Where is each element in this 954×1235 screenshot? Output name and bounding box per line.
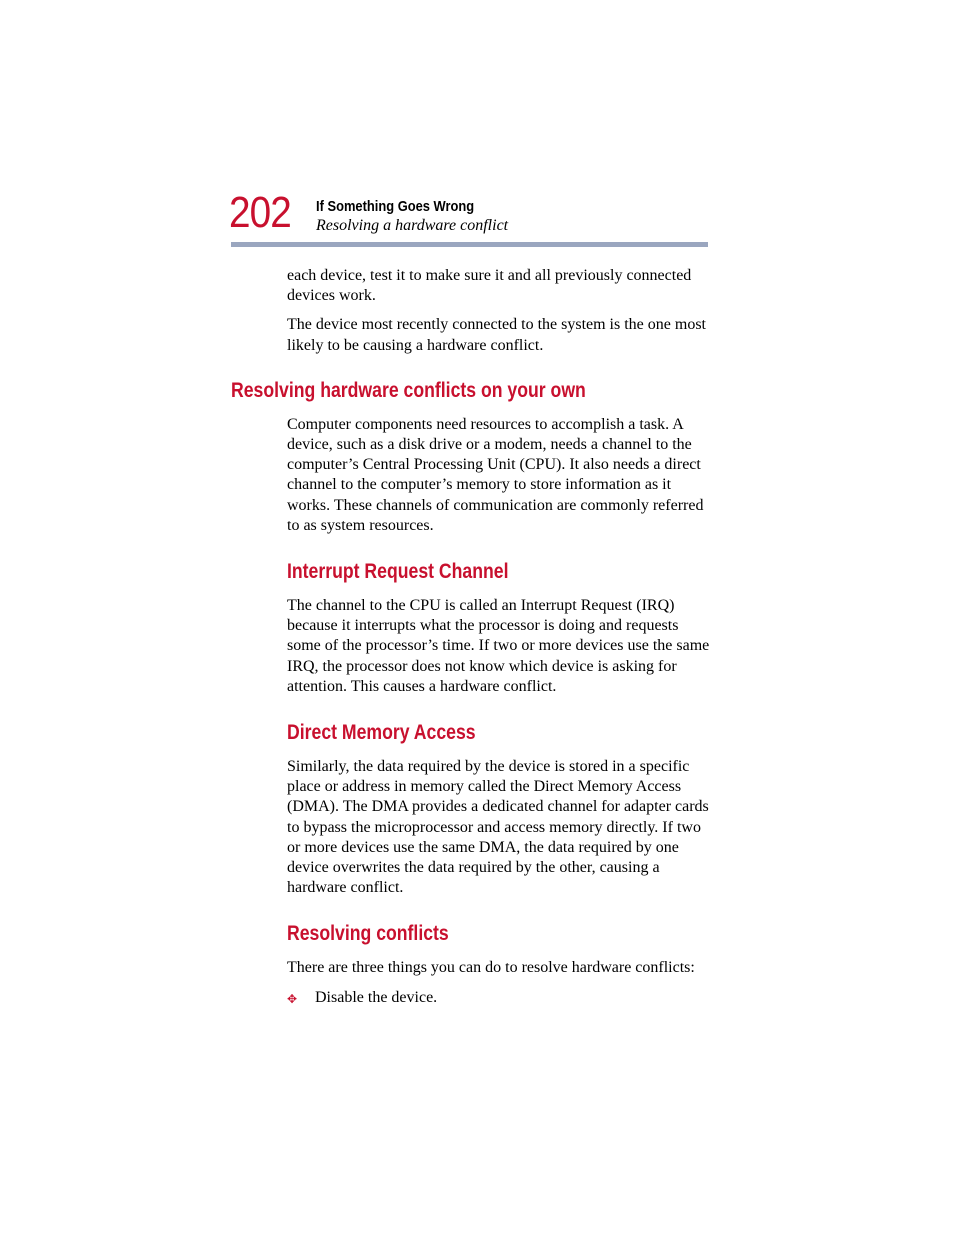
section-subtitle: Resolving a hardware conflict [316,217,509,234]
list-item [287,988,711,1008]
heading-resolving-on-your-own: Resolving hardware conflicts on your own [231,378,586,402]
heading-interrupt-request-channel: Interrupt Request Channel [287,560,509,584]
diamond-bullet-icon: ✥ [287,991,298,1006]
page-number: 202 [229,188,291,237]
paragraph-irq: The channel to the CPU is called an Interrupt Request (IRQ) because it interrupts what the processor is doing and requests some of the processor’s time. If two or more devices use the same IRQ, the processor does not know which device is asking for attention. This causes a hardware conflict. [287,597,710,695]
paragraph-system-resources: Computer components need resources to accomplish a task. A device, such as a disk drive or a modem, needs a channel to the computer’s Central Processing Unit (CPU). It also needs a direct channel to the computer’s memory to store information as it works. These channels of communication are commonly referred to as system resources. [287,415,704,534]
heading-resolving-conflicts: Resolving conflicts [287,922,449,946]
intro-paragraph-1: each device, test it to make sure it and all previously connected devices work. [287,267,692,305]
header-rule [231,242,708,247]
chapter-title: If Something Goes Wrong [316,198,475,215]
bullet-list [287,988,711,1008]
intro-paragraph-2: The device most recently connected to the system is the one most likely to be causing a hardware conflict. [287,316,706,354]
list-item-text: Disable the device. [315,988,438,1006]
paragraph-dma: Similarly, the data required by the device is stored in a specific place or address in memory called the Direct Memory Access (DMA). The DMA provides a dedicated channel for adapter cards to bypass the microprocessor and access memory directly. If two or more devices use the same DMA, the data required by one device overwrites the data required by the other, causing a hardware conflict. [287,758,709,897]
paragraph-resolving-intro: There are three things you can do to resolve hardware conflicts: [287,959,695,977]
page-content [231,266,711,1008]
heading-direct-memory-access: Direct Memory Access [287,721,476,745]
